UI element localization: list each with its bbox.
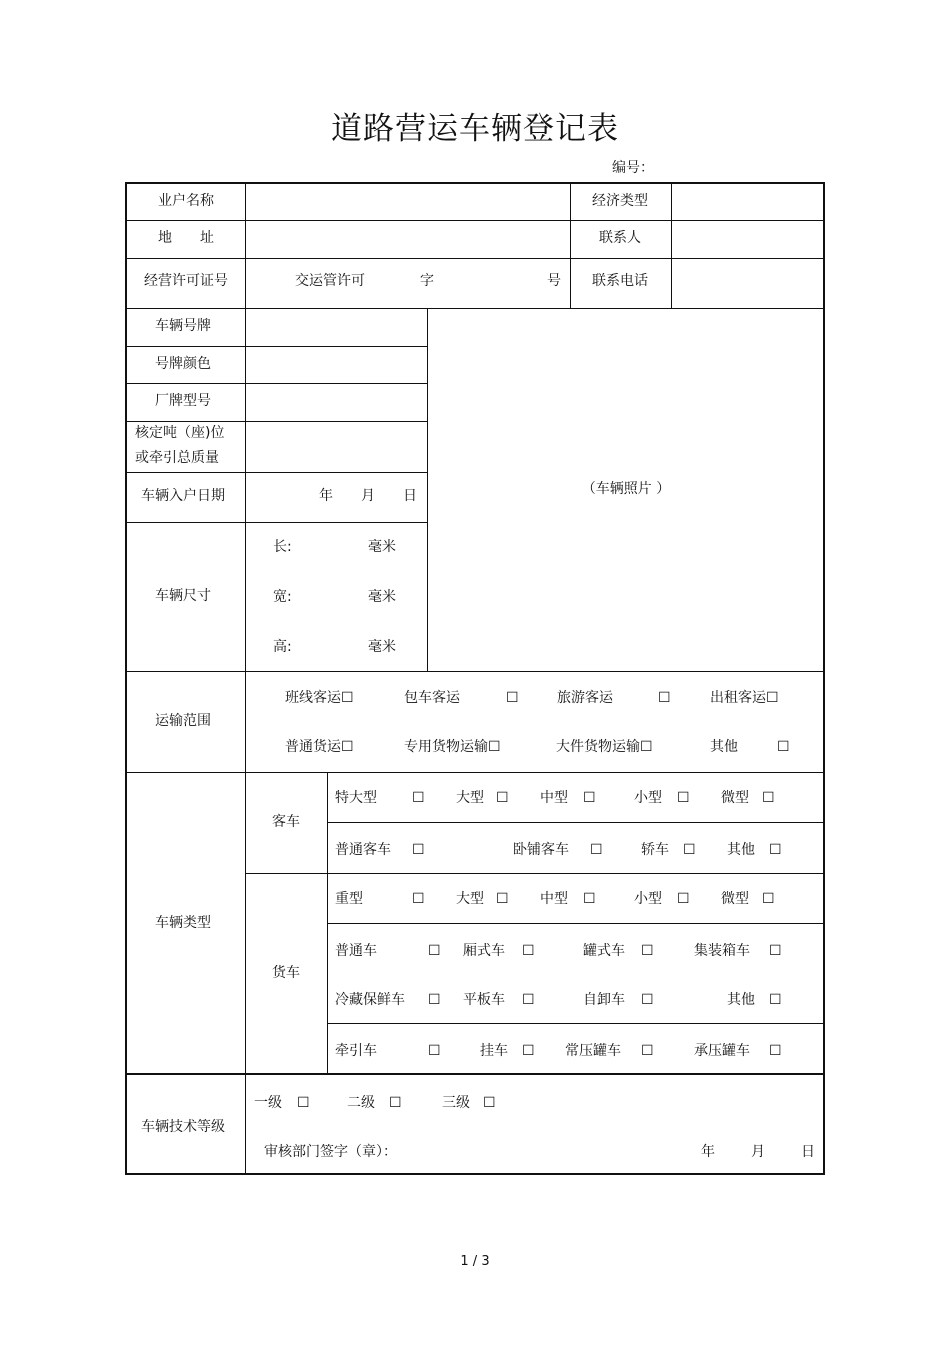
type-option: 挂车	[480, 1043, 508, 1059]
type-checkbox[interactable]: ☐	[590, 842, 603, 858]
type-option: 大型	[456, 891, 484, 907]
type-option: 其他	[727, 842, 755, 858]
type-checkbox[interactable]: ☐	[428, 992, 441, 1008]
length-unit: 毫米	[368, 539, 396, 555]
type-checkbox[interactable]: ☐	[412, 842, 425, 858]
type-option: 小型	[634, 790, 662, 806]
type-option: 小型	[634, 891, 662, 907]
scope-option: 旅游客运	[557, 690, 613, 706]
scope-option: 包车客运	[404, 690, 460, 706]
type-option: 冷藏保鲜车	[335, 992, 405, 1008]
height-label: 高:	[273, 639, 292, 655]
page-number: 1 / 3	[460, 1254, 490, 1269]
type-checkbox[interactable]: ☐	[683, 842, 696, 858]
type-checkbox[interactable]: ☐	[412, 790, 425, 806]
entry-month: 月	[361, 488, 375, 504]
grade-checkbox[interactable]: ☐	[297, 1095, 310, 1111]
contact-field[interactable]	[672, 223, 822, 253]
type-option: 平板车	[463, 992, 505, 1008]
audit-month: 月	[751, 1144, 765, 1160]
license-number-label: 经营许可证号	[144, 273, 228, 289]
type-checkbox[interactable]: ☐	[677, 790, 690, 806]
type-option: 集装箱车	[694, 943, 750, 959]
type-option: 中型	[540, 891, 568, 907]
type-checkbox[interactable]: ☐	[762, 790, 775, 806]
brand-model-label: 厂牌型号	[155, 393, 211, 409]
scope-option[interactable]: 班线客运☐	[285, 690, 354, 706]
type-checkbox[interactable]: ☐	[769, 943, 782, 959]
audit-signature-label: 审核部门签字（章）：	[264, 1144, 397, 1160]
type-checkbox[interactable]: ☐	[428, 943, 441, 959]
type-option: 特大型	[335, 790, 377, 806]
owner-name-field[interactable]	[248, 186, 568, 216]
phone-field[interactable]	[672, 266, 822, 296]
type-checkbox[interactable]: ☐	[583, 891, 596, 907]
type-option: 承压罐车	[694, 1043, 750, 1059]
vehicle-size-label: 车辆尺寸	[155, 588, 211, 604]
contact-label: 联系人	[599, 230, 641, 246]
type-option: 中型	[540, 790, 568, 806]
type-checkbox[interactable]: ☐	[496, 790, 509, 806]
permit-prefix: 交运管许可	[295, 273, 365, 289]
length-label: 长:	[273, 539, 292, 555]
type-option: 厢式车	[463, 943, 505, 959]
type-option: 卧铺客车	[513, 842, 569, 858]
type-checkbox[interactable]: ☐	[522, 992, 535, 1008]
scope-checkbox[interactable]: ☐	[506, 690, 519, 706]
tech-grade-label: 车辆技术等级	[141, 1119, 225, 1135]
cargo-truck-label: 货车	[272, 965, 300, 981]
vehicle-photo-placeholder: （车辆照片 ）	[581, 481, 671, 497]
scope-option[interactable]: 普通货运☐	[285, 739, 354, 755]
type-checkbox[interactable]: ☐	[769, 992, 782, 1008]
registration-form-table	[125, 182, 825, 1175]
type-checkbox[interactable]: ☐	[641, 943, 654, 959]
type-option: 其他	[727, 992, 755, 1008]
grade-option: 一级	[254, 1095, 282, 1111]
address-field[interactable]	[248, 223, 568, 253]
type-checkbox[interactable]: ☐	[522, 943, 535, 959]
type-checkbox[interactable]: ☐	[677, 891, 690, 907]
type-option: 牵引车	[335, 1043, 377, 1059]
width-unit: 毫米	[368, 589, 396, 605]
scope-option: 其他	[710, 739, 738, 755]
type-option: 大型	[456, 790, 484, 806]
scope-checkbox[interactable]: ☐	[658, 690, 671, 706]
width-label: 宽:	[273, 589, 292, 605]
type-checkbox[interactable]: ☐	[641, 992, 654, 1008]
type-checkbox[interactable]: ☐	[522, 1043, 535, 1059]
grade-checkbox[interactable]: ☐	[389, 1095, 402, 1111]
grade-option: 三级	[442, 1095, 470, 1111]
type-checkbox[interactable]: ☐	[496, 891, 509, 907]
type-checkbox[interactable]: ☐	[412, 891, 425, 907]
type-option: 普通车	[335, 943, 377, 959]
type-option: 微型	[721, 891, 749, 907]
plate-color-label: 号牌颜色	[155, 356, 211, 372]
type-option: 普通客车	[335, 842, 391, 858]
scope-checkbox[interactable]: ☐	[777, 739, 790, 755]
audit-year: 年	[701, 1144, 715, 1160]
tonnage-label-line1: 核定吨（座)位	[135, 425, 225, 441]
audit-day: 日	[801, 1144, 815, 1160]
type-checkbox[interactable]: ☐	[641, 1043, 654, 1059]
economy-type-field[interactable]	[672, 186, 822, 216]
type-option: 罐式车	[583, 943, 625, 959]
type-checkbox[interactable]: ☐	[762, 891, 775, 907]
type-checkbox[interactable]: ☐	[428, 1043, 441, 1059]
form-title: 道路营运车辆登记表	[331, 111, 619, 147]
type-option: 轿车	[641, 842, 669, 858]
economy-type-label: 经济类型	[592, 193, 648, 209]
owner-name-label: 业户名称	[158, 193, 214, 209]
transport-scope-label: 运输范围	[155, 713, 211, 729]
type-checkbox[interactable]: ☐	[769, 842, 782, 858]
type-option: 自卸车	[583, 992, 625, 1008]
vehicle-type-label: 车辆类型	[155, 915, 211, 931]
tonnage-label-line2: 或牵引总质量	[135, 450, 219, 466]
phone-label: 联系电话	[592, 273, 648, 289]
scope-option[interactable]: 出租客运☐	[710, 690, 779, 706]
grade-checkbox[interactable]: ☐	[483, 1095, 496, 1111]
entry-year: 年	[319, 488, 333, 504]
scope-option[interactable]: 专用货物运输☐	[404, 739, 501, 755]
doc-number-label: 编号：	[612, 160, 654, 176]
type-option: 微型	[721, 790, 749, 806]
type-checkbox[interactable]: ☐	[769, 1043, 782, 1059]
type-option: 重型	[335, 891, 363, 907]
passenger-car-label: 客车	[272, 814, 300, 830]
plate-label: 车辆号牌	[155, 318, 211, 334]
scope-option[interactable]: 大件货物运输☐	[556, 739, 653, 755]
entry-date-label: 车辆入户日期	[141, 488, 225, 504]
permit-zi: 字	[420, 273, 434, 289]
address-label: 地 址	[158, 230, 214, 246]
type-option: 常压罐车	[565, 1043, 621, 1059]
height-unit: 毫米	[368, 639, 396, 655]
entry-day: 日	[403, 488, 417, 504]
grade-option: 二级	[347, 1095, 375, 1111]
type-checkbox[interactable]: ☐	[583, 790, 596, 806]
permit-hao: 号	[547, 273, 561, 289]
